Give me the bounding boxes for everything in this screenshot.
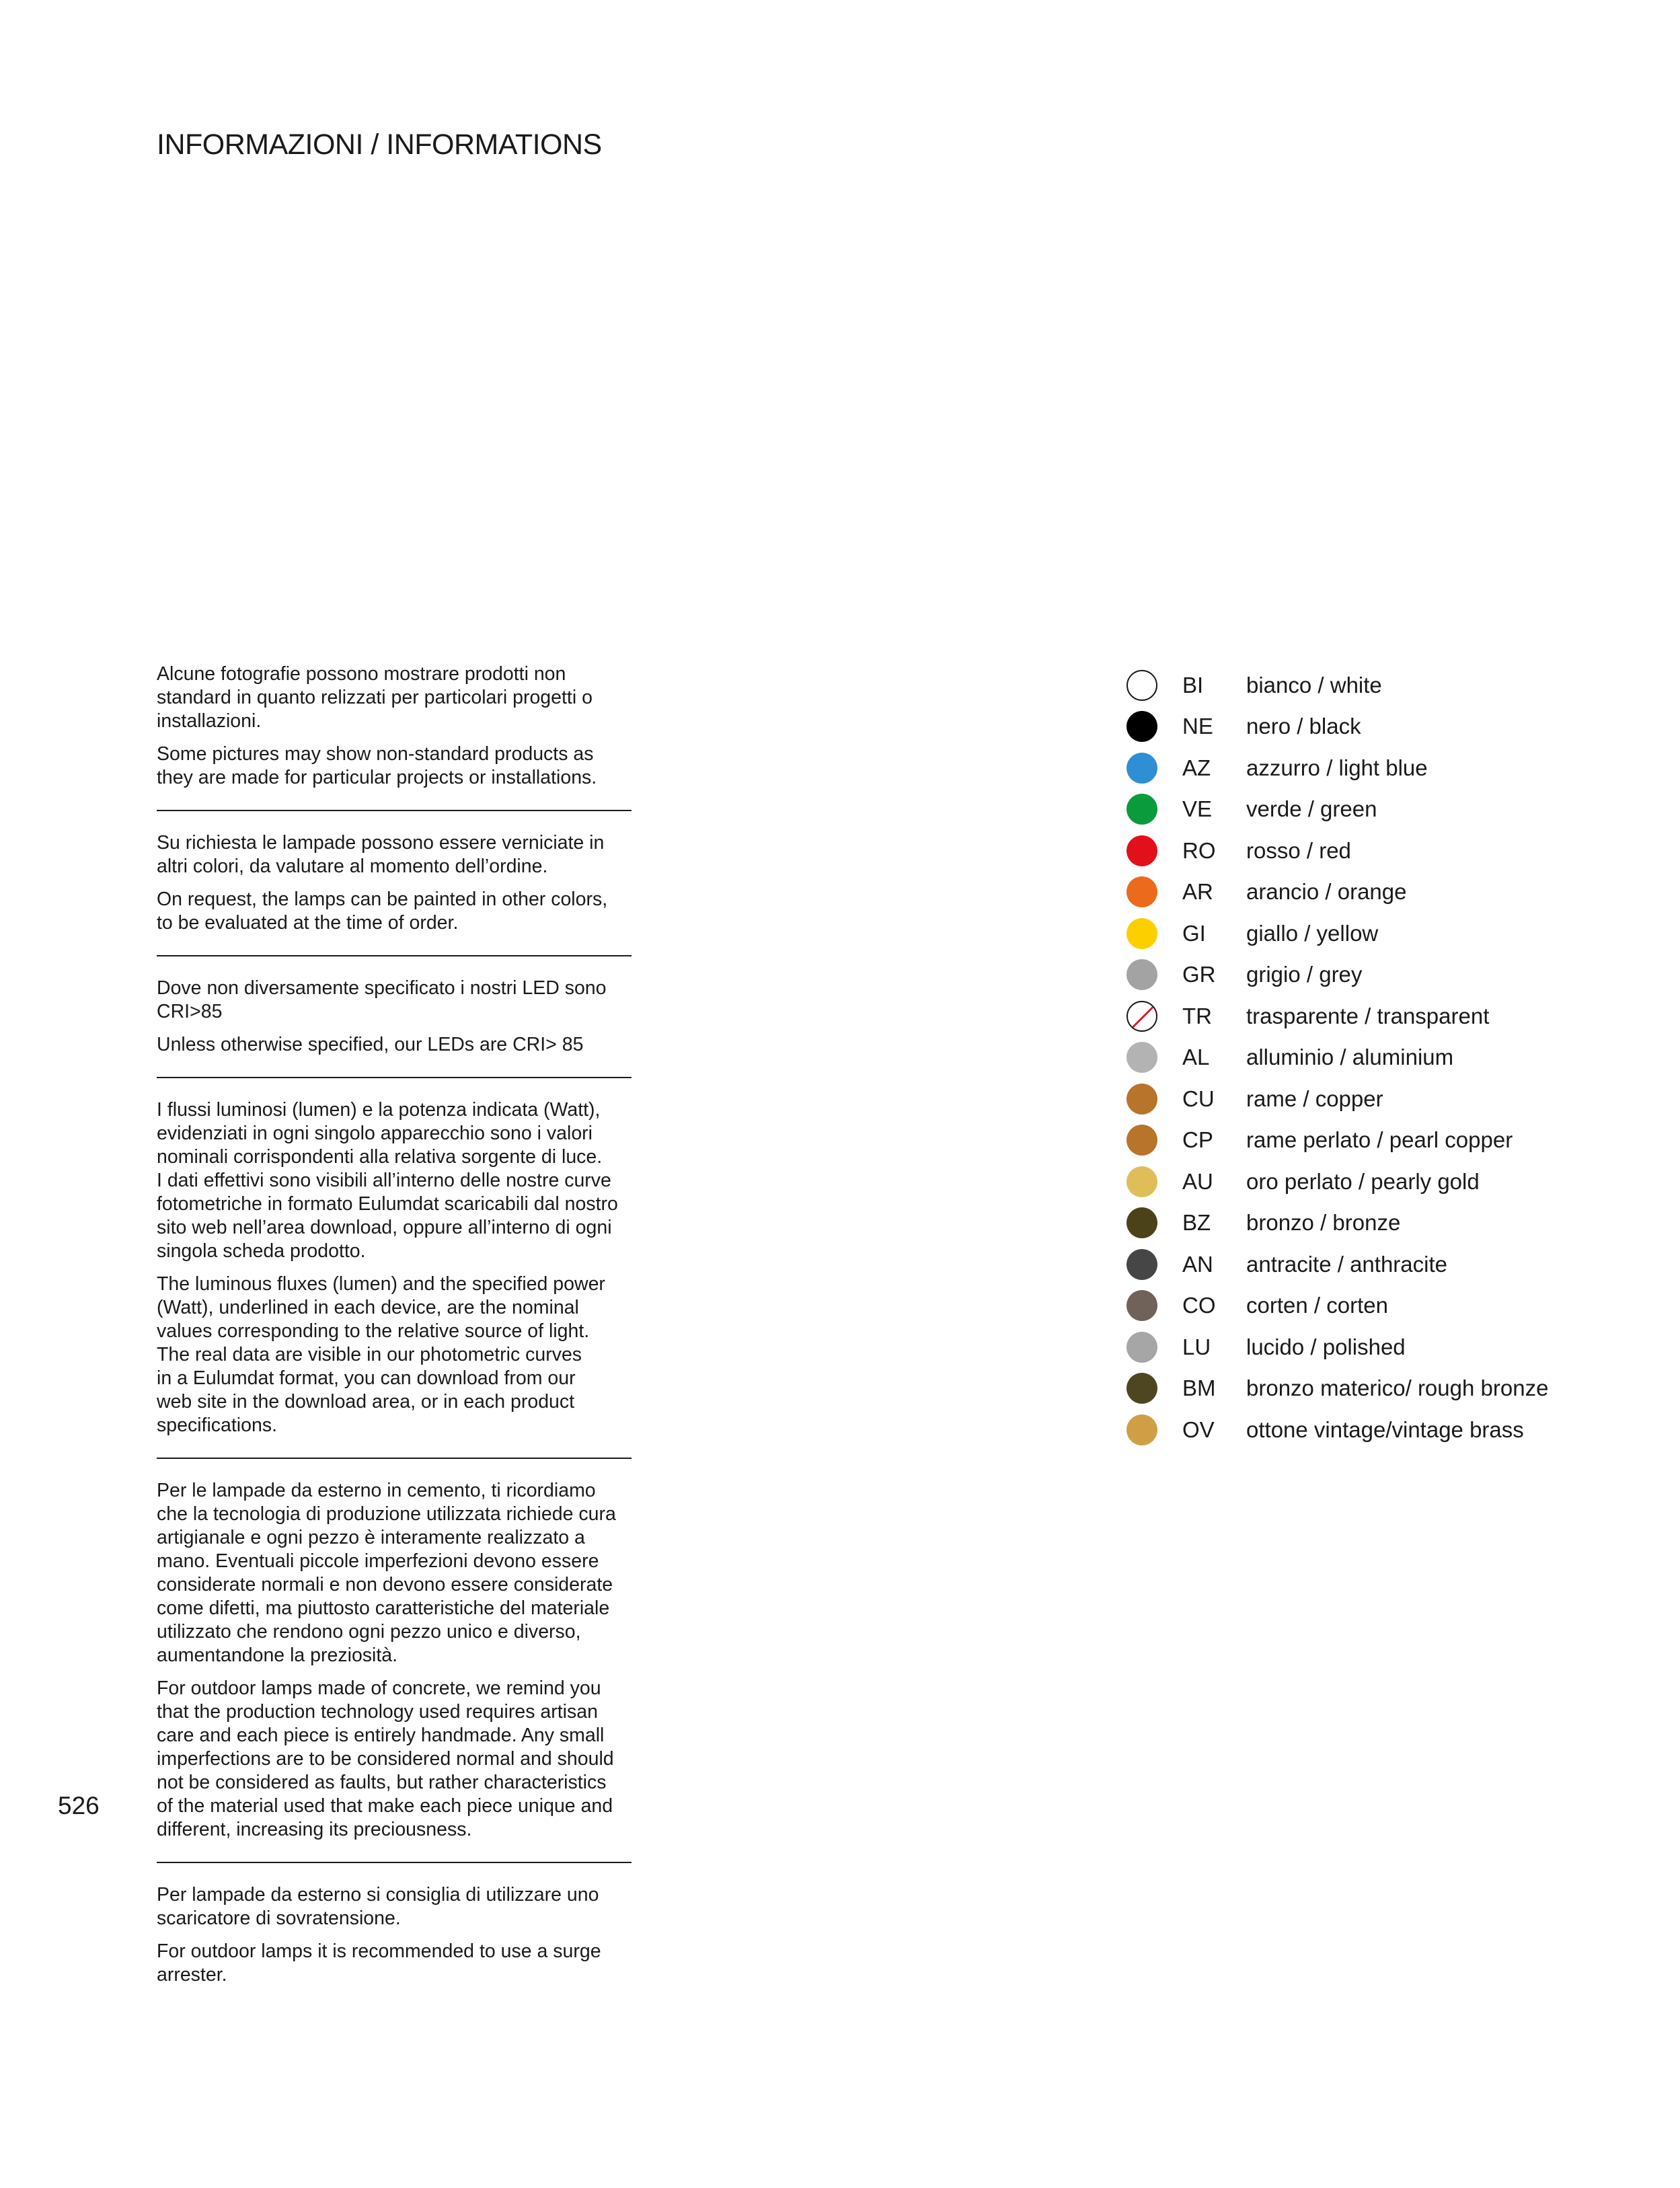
- finish-name: nero / black: [1246, 714, 1361, 739]
- finish-code: BI: [1182, 672, 1204, 697]
- note-english: On request, the lamps can be painted in other colors, to be evaluated at the time of order.: [157, 889, 608, 934]
- note-led-cri: [157, 955, 632, 1077]
- finish-name: alluminio / aluminium: [1246, 1045, 1454, 1070]
- info-notes: [157, 663, 632, 2007]
- note-italian: Per le lampade da esterno in cemento, ti ricordiamo che la tecnologia di produzione utilizzata richiede cura artigianale e ogni pezzo è interamente realizzato a mano. Eventuali piccole imperfezioni devono essere considerate normali e non devono essere considerate come difetti, ma piuttosto caratteristiche del materiale utilizzato che rendono ogni pezzo unico e diverso, aumentandone la preziosità.: [157, 1480, 616, 1666]
- finish-name: giallo / yellow: [1246, 920, 1379, 946]
- note-italian: I flussi luminosi (lumen) e la potenza indicata (Watt), evidenziati in ogni singolo apparecchio sono i valori nominali corrispondenti alla relativa sorgente di luce. I dati effettivi sono visibili all’interno delle nostre curve fotometriche in formato Eulumdat scaricabili dal nostro sito web nell’area download, oppure all’interno di ogni singola scheda prodotto.: [157, 1099, 618, 1262]
- color-swatch-icon: [1127, 1207, 1157, 1238]
- transparent-swatch-icon: [1127, 1001, 1157, 1032]
- finish-code: RO: [1182, 837, 1216, 863]
- finish-row-cp: [1127, 1120, 1548, 1162]
- note-english: Unless otherwise specified, our LEDs are CRI> 85: [157, 1034, 584, 1055]
- color-swatch-icon: [1127, 1125, 1157, 1156]
- finish-row-bz: [1127, 1203, 1548, 1244]
- color-swatch-icon: [1127, 918, 1157, 949]
- finish-row-az: [1127, 747, 1548, 789]
- note-italian: Per lampade da esterno si consiglia di utilizzare uno scaricatore di sovratensione.: [157, 1884, 599, 1929]
- finish-row-tr: [1127, 995, 1548, 1037]
- finish-name: verde / green: [1246, 796, 1377, 822]
- finish-code: OV: [1182, 1417, 1215, 1442]
- finish-name: oro perlato / pearly gold: [1246, 1168, 1480, 1194]
- finish-code: AZ: [1182, 755, 1211, 780]
- finish-name: lucido / polished: [1246, 1334, 1406, 1359]
- finish-code: BZ: [1182, 1210, 1211, 1236]
- color-swatch-icon: [1127, 753, 1157, 784]
- finish-code: AU: [1182, 1168, 1213, 1194]
- finish-code: GR: [1182, 962, 1216, 987]
- finish-name: arancio / orange: [1246, 879, 1407, 905]
- finish-row-lu: [1127, 1326, 1548, 1368]
- note-english: For outdoor lamps it is recommended to use a surge arrester.: [157, 1940, 601, 1986]
- finish-name: bianco / white: [1246, 672, 1382, 697]
- finish-name: azzurro / light blue: [1246, 755, 1428, 780]
- finish-name: rame perlato / pearl copper: [1246, 1127, 1513, 1153]
- finish-code: TR: [1182, 1003, 1212, 1028]
- finish-row-al: [1127, 1037, 1548, 1079]
- page-title: INFORMAZIONI / INFORMATIONS: [157, 128, 602, 161]
- color-swatch-icon: [1127, 711, 1157, 742]
- finish-name: trasparente / transparent: [1246, 1003, 1490, 1028]
- finish-name: grigio / grey: [1246, 962, 1363, 987]
- color-swatch-icon: [1127, 1042, 1157, 1073]
- color-swatch-icon: [1127, 1414, 1157, 1445]
- color-swatch-icon: [1127, 670, 1157, 701]
- finish-code: NE: [1182, 714, 1213, 739]
- finish-code: CU: [1182, 1086, 1215, 1111]
- note-custom-colors: [157, 810, 632, 955]
- color-swatch-icon: [1127, 1373, 1157, 1404]
- finish-code: GI: [1182, 920, 1206, 946]
- finish-color-legend: [1127, 665, 1548, 1451]
- finish-row-au: [1127, 1161, 1548, 1203]
- finish-name: bronzo / bronze: [1246, 1210, 1401, 1236]
- color-swatch-icon: [1127, 794, 1157, 825]
- finish-code: VE: [1182, 796, 1213, 822]
- note-luminous-flux: [157, 1077, 632, 1458]
- color-swatch-icon: [1127, 959, 1157, 990]
- finish-code: AL: [1182, 1045, 1210, 1070]
- finish-name: corten / corten: [1246, 1293, 1388, 1318]
- note-surge-arrester: [157, 1862, 632, 2007]
- note-english: Some pictures may show non-standard products as they are made for particular projects or installations.: [157, 743, 597, 788]
- finish-row-cu: [1127, 1078, 1548, 1120]
- finish-row-ro: [1127, 830, 1548, 872]
- finish-row-an: [1127, 1244, 1548, 1285]
- finish-code: AR: [1182, 879, 1213, 905]
- note-english: For outdoor lamps made of concrete, we remind you that the production technology used requires artisan care and each piece is entirely handmade. Any small imperfections are to be considered normal and should not be considered as faults, but rather characteristics of the material used that make each piece unique and different, increasing its preciousness.: [157, 1677, 614, 1840]
- finish-name: bronzo materico/ rough bronze: [1246, 1375, 1549, 1401]
- note-italian: Alcune fotografie possono mostrare prodotti non standard in quanto relizzati per particolari progetti o installazioni.: [157, 663, 593, 732]
- finish-code: CO: [1182, 1293, 1216, 1318]
- color-swatch-icon: [1127, 1166, 1157, 1197]
- color-swatch-icon: [1127, 876, 1157, 907]
- finish-name: rame / copper: [1246, 1086, 1383, 1111]
- finish-row-ar: [1127, 872, 1548, 913]
- note-custom-products: [157, 663, 632, 810]
- finish-row-ve: [1127, 789, 1548, 831]
- note-english: The luminous fluxes (lumen) and the specified power (Watt), underlined in each device, are the nominal values corresponding to the relative source of light. The real data are visible in our photometric curves in a Eulumdat format, you can download from our web site in the download area, or in each product specifications.: [157, 1273, 605, 1436]
- finish-name: antracite / anthracite: [1246, 1251, 1447, 1277]
- color-swatch-icon: [1127, 1290, 1157, 1321]
- finish-row-bm: [1127, 1368, 1548, 1410]
- finish-name: rosso / red: [1246, 837, 1351, 863]
- finish-code: CP: [1182, 1127, 1213, 1153]
- color-swatch-icon: [1127, 1084, 1157, 1115]
- finish-row-ov: [1127, 1409, 1548, 1451]
- note-italian: Dove non diversamente specificato i nostri LED sono CRI>85: [157, 977, 607, 1022]
- finish-row-bi: [1127, 665, 1548, 706]
- finish-code: AN: [1182, 1251, 1213, 1277]
- finish-name: ottone vintage/vintage brass: [1246, 1417, 1524, 1442]
- color-swatch-icon: [1127, 1249, 1157, 1280]
- note-italian: Su richiesta le lampade possono essere verniciate in altri colori, da valutare al momento dell’ordine.: [157, 832, 605, 877]
- page-number: 526: [58, 1792, 100, 1819]
- finish-row-ne: [1127, 706, 1548, 748]
- color-swatch-icon: [1127, 1332, 1157, 1363]
- finish-row-co: [1127, 1285, 1548, 1327]
- color-swatch-icon: [1127, 835, 1157, 866]
- finish-code: BM: [1182, 1375, 1216, 1401]
- finish-code: LU: [1182, 1334, 1211, 1359]
- finish-row-gr: [1127, 954, 1548, 996]
- finish-row-gi: [1127, 913, 1548, 954]
- note-concrete-lamps: [157, 1458, 632, 1862]
